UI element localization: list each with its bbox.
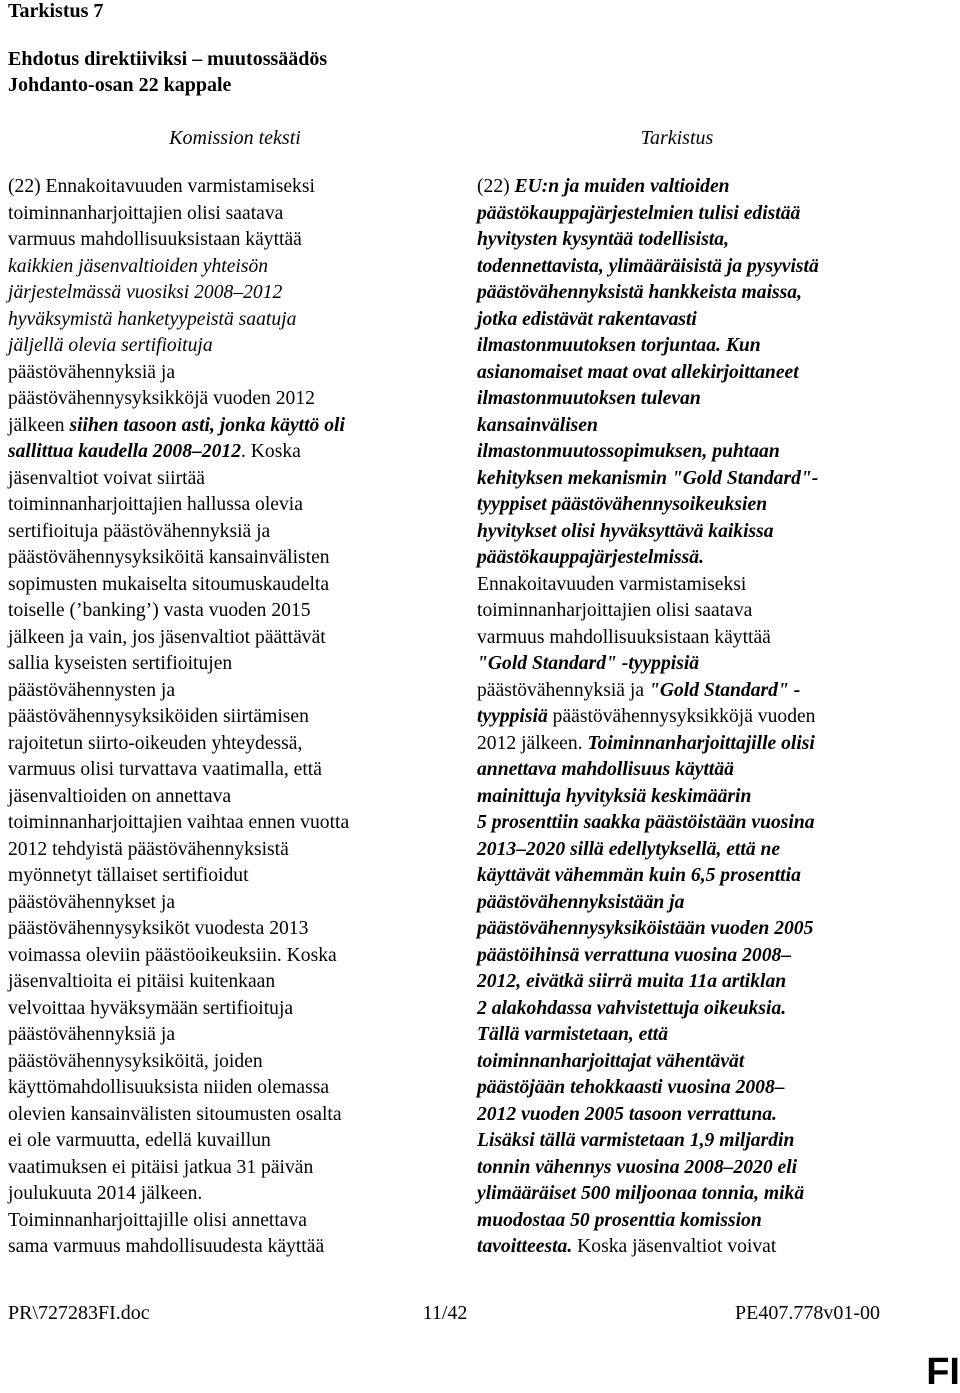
- amendment-text-line: [477, 916, 947, 943]
- text-segment: sallia kyseisten sertifioitujen: [8, 653, 233, 674]
- text-segment: hyvitysten kysyntää todellisista,: [477, 229, 729, 250]
- text-segment: 2012 vuoden 2005 tasoon verrattuna.: [477, 1103, 777, 1125]
- text-segment: "Gold Standard" -tyyppisiä: [477, 653, 700, 674]
- amendment-number: Tarkistus 7: [8, 0, 104, 22]
- text-segment: rajoitetun siirto-oikeuden yhteydessä,: [8, 732, 303, 754]
- amendment-text-line: [477, 1075, 947, 1102]
- text-segment: päästövähennysten ja: [8, 679, 176, 701]
- text-segment: päästövähennysyksiköistään vuoden 2005: [477, 918, 814, 939]
- text-segment: päästövähennysyksiköt vuodesta 2013: [8, 918, 309, 939]
- text-segment: (22): [477, 176, 515, 197]
- document-reference: PR\727283FI.doc: [8, 1302, 150, 1324]
- text-segment: sopimusten mukaiselta sitoumuskaudelta: [8, 573, 330, 595]
- amendment-text-line: [477, 360, 947, 387]
- text-segment: kansainvälisen: [477, 414, 598, 436]
- text-segment: Lisäksi tällä varmistetaan 1,9 miljardin: [477, 1130, 795, 1151]
- amendment-text-line: [477, 996, 947, 1023]
- commission-text-line: [8, 307, 463, 334]
- commission-text-line: [8, 943, 463, 970]
- text-segment: 2020 eli: [733, 1156, 798, 1178]
- commission-text-line: [8, 439, 463, 466]
- commission-text-line: [8, 254, 463, 281]
- commission-text-line: [8, 1049, 463, 1076]
- text-segment: jäljellä olevia sertifioituja: [8, 335, 213, 356]
- commission-text-line: [8, 386, 463, 413]
- text-segment: 2 alakohdassa vahvistettuja oikeuksia.: [477, 997, 787, 1019]
- amendment-text-line: [477, 890, 947, 917]
- amendment-text-line: [477, 439, 947, 466]
- commission-text-line: [8, 678, 463, 705]
- text-segment: 2012 tehdyistä päästövähennyksistä: [8, 838, 289, 860]
- text-segment: 2012: [243, 282, 283, 303]
- commission-text-line: [8, 837, 463, 864]
- text-segment: ei ole varmuutta, edellä kuvaillun: [8, 1130, 271, 1151]
- amendment-text-line: [477, 757, 947, 784]
- commission-text-line: [8, 545, 463, 572]
- text-segment: 2012 jälkeen.: [477, 732, 588, 754]
- amendment-text-line: [477, 784, 947, 811]
- commission-text-line: [8, 1208, 463, 1235]
- amendment-text-line: [477, 1181, 947, 1208]
- commission-text-line: [8, 784, 463, 811]
- amendment-text-line: [477, 625, 947, 652]
- text-segment: päästöihinsä verrattuna vuosina 2008: [477, 944, 782, 966]
- text-segment: jälkeen: [8, 414, 70, 436]
- text-segment: kaikkien jäsenvaltioiden yhteisön: [8, 255, 269, 277]
- amendment-text-line: [477, 254, 947, 281]
- amendment-text-line: [477, 1049, 947, 1076]
- commission-text-line: [8, 704, 463, 731]
- text-segment: –: [723, 1156, 734, 1178]
- amendment-text-line: [477, 333, 947, 360]
- text-segment: päästövähennysyksiköitä, joiden: [8, 1050, 263, 1072]
- text-segment: päästövähennysyksiköiden siirtämisen: [8, 706, 309, 727]
- text-segment: ylimääräiset 500 miljoonaa tonnia, mikä: [477, 1183, 805, 1204]
- commission-text-line: [8, 810, 463, 837]
- commission-text-line: [8, 280, 463, 307]
- text-segment: Tällä varmistetaan, että: [477, 1024, 669, 1045]
- text-segment: olevien kansainvälisten sitoumusten osalta: [8, 1103, 342, 1125]
- text-segment: joulukuuta 2014 jälkeen.: [8, 1183, 203, 1204]
- text-segment: jäsenvaltioiden on annettava: [8, 785, 232, 807]
- text-segment: sertifioituja päästövähennyksiä ja: [8, 520, 271, 542]
- text-segment: ilmastonmuutoksen tulevan: [477, 388, 701, 409]
- text-segment: päästövähennykset ja: [8, 891, 176, 913]
- text-segment: 2013: [477, 838, 517, 860]
- proposal-title: Ehdotus direktiiviksi – muutossäädös: [8, 48, 328, 70]
- commission-text-line: [8, 1181, 463, 1208]
- commission-text-line: [8, 1128, 463, 1155]
- amendment-text-line: [477, 1234, 947, 1261]
- text-segment: Ennakoitavuuden varmistamiseksi: [477, 573, 747, 595]
- text-segment: toiminnanharjoittajien olisi saatava: [477, 600, 753, 621]
- commission-text-line: [8, 174, 463, 201]
- text-segment: . Koska: [240, 441, 301, 462]
- commission-text-line: [8, 969, 463, 996]
- text-segment: toiminnanharjoittajat vähentävät: [477, 1050, 745, 1072]
- text-segment: 2012, eivätkä siirrä muita 11a artiklan: [477, 971, 787, 992]
- commission-text-line: [8, 466, 463, 493]
- amendment-text-line: [477, 492, 947, 519]
- amendment-text-line: [477, 598, 947, 625]
- text-segment: (22) Ennakoitavuuden varmistamiseksi: [8, 176, 315, 197]
- commission-text-line: [8, 1022, 463, 1049]
- commission-text-line: [8, 651, 463, 678]
- text-segment: sama varmuus mahdollisuudesta käyttää: [8, 1236, 325, 1257]
- text-segment: todennettavista, ylimääräisistä ja pysyvistä: [477, 255, 819, 277]
- text-segment: Koska jäsenvaltiot voivat: [572, 1236, 777, 1257]
- text-segment: päästövähennyksiä ja: [8, 1024, 176, 1045]
- text-segment: päästöjään tehokkaasti vuosina 2008: [477, 1077, 775, 1098]
- commission-text-line: [8, 492, 463, 519]
- text-segment: ilmastonmuutossopimuksen, puhtaan: [477, 441, 780, 462]
- text-segment: tyyppiset päästövähennysoikeuksien: [477, 494, 768, 515]
- amendment-text-line: [477, 1102, 947, 1129]
- text-segment: velvoittaa hyväksymään sertifioituja: [8, 997, 294, 1019]
- commission-text-line: [8, 996, 463, 1023]
- commission-text-line: [8, 863, 463, 890]
- pe-reference: PE407.778v01-00: [735, 1302, 880, 1324]
- commission-text-line: [8, 333, 463, 360]
- amendment-text-line: [477, 678, 947, 705]
- amendment-header: Tarkistus: [640, 127, 714, 149]
- amendment-text-line: [477, 1128, 947, 1155]
- text-segment: muodostaa 50 prosenttia komission: [477, 1209, 762, 1231]
- text-segment: "Gold Standard" -: [648, 679, 801, 701]
- amendment-text-line: [477, 174, 947, 201]
- text-segment: tavoitteesta.: [477, 1236, 573, 1257]
- text-segment: EU:n ja muiden valtioiden: [514, 176, 730, 197]
- amendment-text-line: [477, 651, 947, 678]
- text-segment: päästökauppajärjestelmien tulisi edistää: [477, 202, 801, 224]
- commission-text-line: [8, 1075, 463, 1102]
- text-segment: jäsenvaltiot voivat siirtää: [8, 467, 205, 489]
- text-segment: päästövähennyksiä ja: [8, 361, 176, 383]
- text-segment: –: [774, 1077, 785, 1098]
- commission-text-line: [8, 413, 463, 440]
- amendment-text-line: [477, 810, 947, 837]
- text-segment: päästövähennysyksiköitä kansainvälisten: [8, 547, 330, 568]
- text-segment: päästövähennyksistä hankkeista maissa,: [477, 282, 802, 303]
- commission-text-line: [8, 227, 463, 254]
- text-segment: toiminnanharjoittajien olisi saatava: [8, 202, 284, 224]
- text-segment: –: [233, 282, 244, 303]
- text-segment: päästövähennysyksikköjä vuoden 2012: [8, 388, 315, 409]
- commission-text-line: [8, 757, 463, 784]
- text-segment: voimassa oleviin päästöoikeuksiin. Koska: [8, 944, 337, 966]
- amendment-text-line: [477, 280, 947, 307]
- text-segment: siihen tasoon asti, jonka käyttö oli: [69, 414, 345, 436]
- commission-text-line: [8, 519, 463, 546]
- text-segment: jälkeen ja vain, jos jäsenvaltiot päättävät: [8, 626, 326, 648]
- text-segment: hyväksymistä hanketyypeistä saatuja: [8, 308, 297, 330]
- commission-text-line: [8, 1102, 463, 1129]
- amendment-text-line: [477, 943, 947, 970]
- commission-text-header: Komission teksti: [169, 127, 301, 149]
- text-segment: jäsenvaltioita ei pitäisi kuitenkaan: [8, 971, 276, 992]
- text-segment: sallittua kaudella 2008: [8, 441, 192, 462]
- text-segment: päästövähennyksiä ja: [477, 679, 649, 701]
- text-segment: asianomaiset maat ovat allekirjoittaneet: [477, 361, 799, 383]
- commission-text-line: [8, 360, 463, 387]
- amendment-text-line: [477, 545, 947, 572]
- commission-text-line: [8, 916, 463, 943]
- commission-text-line: [8, 1234, 463, 1261]
- text-segment: päästövähennyksistään ja: [477, 891, 685, 913]
- amendment-text-line: [477, 386, 947, 413]
- amendment-text-column: [477, 174, 947, 1261]
- text-segment: 2012: [201, 441, 241, 462]
- language-code: FI: [926, 1351, 960, 1393]
- text-segment: 2020 sillä edellytyksellä, että ne: [525, 838, 781, 860]
- text-segment: toiselle (’banking’) vasta vuoden 2015: [8, 600, 311, 621]
- text-segment: varmuus mahdollisuuksistaan käyttää: [8, 229, 302, 250]
- amendment-text-line: [477, 1155, 947, 1182]
- amendment-text-line: [477, 837, 947, 864]
- amendment-text-line: [477, 704, 947, 731]
- amendment-text-line: [477, 1022, 947, 1049]
- text-segment: annettava mahdollisuus käyttää: [477, 759, 734, 780]
- commission-text-line: [8, 625, 463, 652]
- text-segment: –: [781, 944, 792, 966]
- commission-text-line: [8, 1155, 463, 1182]
- commission-text-line: [8, 890, 463, 917]
- amendment-text-line: [477, 413, 947, 440]
- commission-text-line: [8, 731, 463, 758]
- text-segment: päästövähennysyksikköjä vuoden: [547, 706, 816, 727]
- text-segment: käyttömahdollisuuksista niiden olemassa: [8, 1077, 330, 1098]
- text-segment: myönnetyt tällaiset sertifioidut: [8, 865, 249, 886]
- text-segment: vaatimuksen ei pitäisi jatkua 31 päivän: [8, 1156, 314, 1178]
- amendment-text-line: [477, 969, 947, 996]
- text-segment: päästökauppajärjestelmissä.: [477, 547, 704, 568]
- amendment-text-line: [477, 307, 947, 334]
- text-segment: toiminnanharjoittajien vaihtaa ennen vuotta: [8, 812, 350, 833]
- amendment-text-line: [477, 863, 947, 890]
- amendment-text-line: [477, 466, 947, 493]
- amendment-text-line: [477, 227, 947, 254]
- text-segment: Toiminnanharjoittajille olisi annettava: [8, 1209, 307, 1231]
- text-segment: 5 prosenttiin saakka päästöistään vuosina: [477, 812, 815, 833]
- text-segment: kehityksen mekanismin "Gold Standard"-: [477, 467, 819, 489]
- page-number: 11/42: [422, 1302, 468, 1324]
- commission-text-line: [8, 201, 463, 228]
- amendment-text-line: [477, 519, 947, 546]
- text-segment: tyyppisiä: [477, 706, 548, 727]
- commission-text-line: [8, 572, 463, 599]
- text-segment: mainittuja hyvityksiä keskimäärin: [477, 785, 752, 807]
- amendment-text-line: [477, 201, 947, 228]
- commission-text-line: [8, 598, 463, 625]
- commission-text-column: [8, 174, 463, 1261]
- text-segment: varmuus olisi turvattava vaatimalla, että: [8, 759, 322, 780]
- text-segment: käyttävät vähemmän kuin 6,5 prosenttia: [477, 865, 801, 886]
- text-segment: jotka edistävät rakentavasti: [477, 308, 697, 330]
- text-segment: –: [192, 441, 202, 462]
- text-segment: hyvitykset olisi hyväksyttävä kaikissa: [477, 520, 774, 542]
- amendment-text-line: [477, 1208, 947, 1235]
- amendment-text-line: [477, 731, 947, 758]
- text-segment: tonnin vähennys vuosina 2008: [477, 1156, 724, 1178]
- amendment-text-line: [477, 572, 947, 599]
- text-segment: ilmastonmuutoksen torjuntaa. Kun: [477, 335, 761, 356]
- text-segment: Toiminnanharjoittajille olisi: [587, 732, 815, 754]
- text-segment: toiminnanharjoittajien hallussa olevia: [8, 494, 303, 515]
- text-segment: varmuus mahdollisuuksistaan käyttää: [477, 626, 771, 648]
- section-reference: Johdanto-osan 22 kappale: [8, 74, 232, 96]
- text-segment: järjestelmässä vuosiksi 2008: [8, 282, 234, 303]
- text-segment: –: [516, 838, 526, 860]
